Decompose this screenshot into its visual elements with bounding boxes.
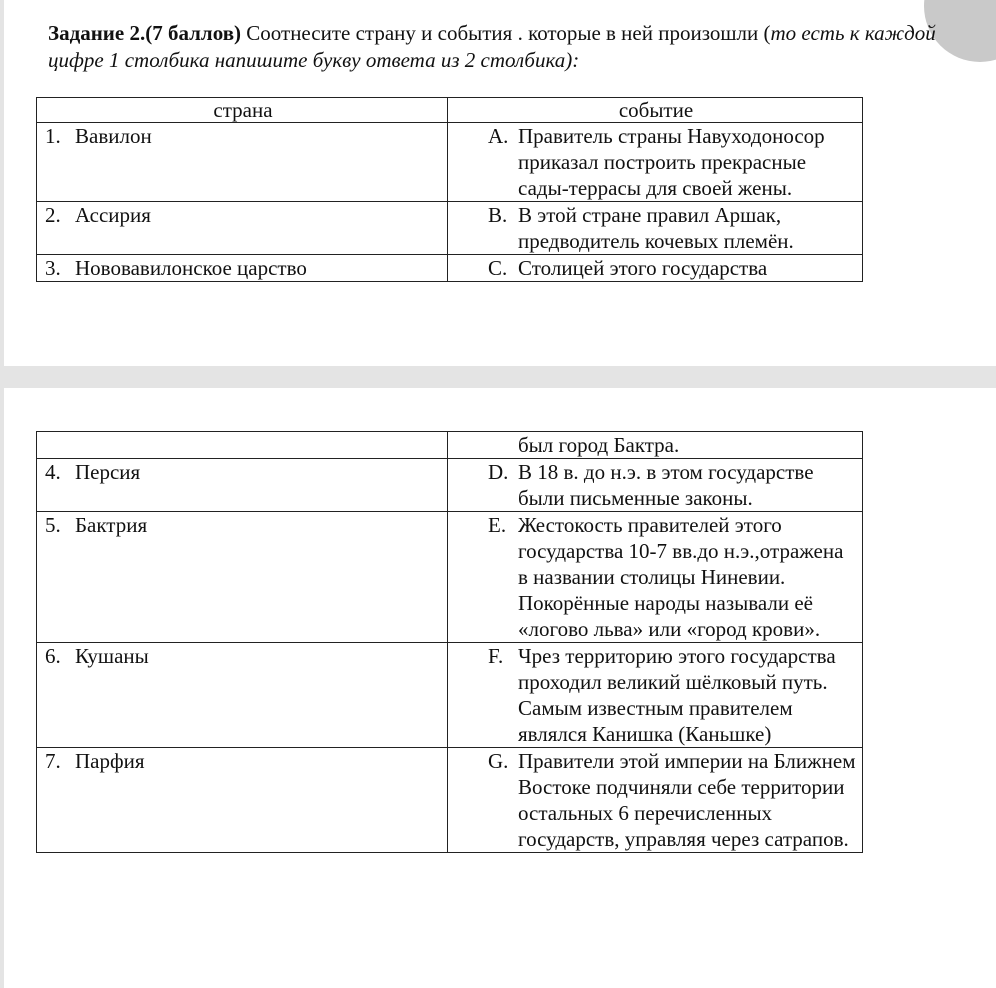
table-row-continuation (37, 432, 863, 459)
event-text: Столицей этого государства (518, 256, 768, 280)
event-text: В этой стране правил Аршак, предводитель кочевых племён. (518, 203, 794, 253)
task-instruction (48, 20, 978, 74)
row-number: 2. (45, 203, 61, 227)
country-name: Вавилон (75, 124, 152, 148)
country-name: Бактрия (75, 513, 148, 537)
event-text: Жестокость правителей этого государства 10-7 вв.до н.э.,отражена в названии столицы Ниневии. Покорённые народы называли её «логово льва» или «город крови». (518, 513, 844, 641)
country-name: Парфия (75, 749, 145, 773)
row-number: 3. (45, 256, 61, 280)
event-text: Чрез территорию этого государства проходил великий шёлковый путь. Самым известным правителем являлся Канишка (Каньшке) (518, 644, 836, 746)
table-row (37, 202, 863, 255)
country-name: Нововавилонское царство (75, 256, 307, 280)
table-row (37, 643, 863, 748)
table-row (37, 459, 863, 512)
event-letter: A. (488, 124, 509, 148)
event-text: В 18 в. до н.э. в этом государстве были письменные законы. (518, 460, 814, 510)
row-number: 5. (45, 513, 61, 537)
event-text-continuation: был город Бактра. (518, 433, 680, 457)
row-number: 7. (45, 749, 61, 773)
table-row (37, 512, 863, 643)
event-letter: E. (488, 513, 507, 537)
event-letter: B. (488, 203, 508, 227)
table-row (37, 255, 863, 282)
event-text: Правители этой империи на Ближнем Востоке подчиняли себе территории остальных 6 перечисленных государств, управляя через сатрапов. (518, 749, 856, 851)
header-country: страна (37, 98, 448, 123)
table-row (37, 123, 863, 202)
row-number: 4. (45, 460, 61, 484)
task-italic-text: то есть к каждой цифре 1 столбика напишите букву ответа из 2 столбика): (48, 21, 936, 72)
table-row (37, 748, 863, 853)
event-letter: G. (488, 749, 509, 773)
document-page-1 (4, 0, 996, 366)
event-letter: C. (488, 256, 508, 280)
country-name: Кушаны (75, 644, 149, 668)
task-text: Соотнесите страну и события . которые в ней произошли ( (241, 21, 771, 45)
event-text: Правитель страны Навуходоносор приказал построить прекрасные сады-террасы для своей жены. (518, 124, 825, 200)
task-title: Задание 2.(7 баллов) (48, 21, 242, 45)
row-number: 6. (45, 644, 61, 668)
event-letter: D. (488, 460, 509, 484)
row-number: 1. (45, 124, 61, 148)
matching-table-part-2 (36, 431, 863, 853)
country-name: Персия (75, 460, 141, 484)
table-header-row (37, 98, 863, 123)
event-letter: F. (488, 644, 504, 668)
document-page-2 (4, 388, 996, 988)
matching-table-part-1 (36, 97, 863, 282)
country-name: Ассирия (75, 203, 151, 227)
header-event: событие (448, 98, 863, 123)
